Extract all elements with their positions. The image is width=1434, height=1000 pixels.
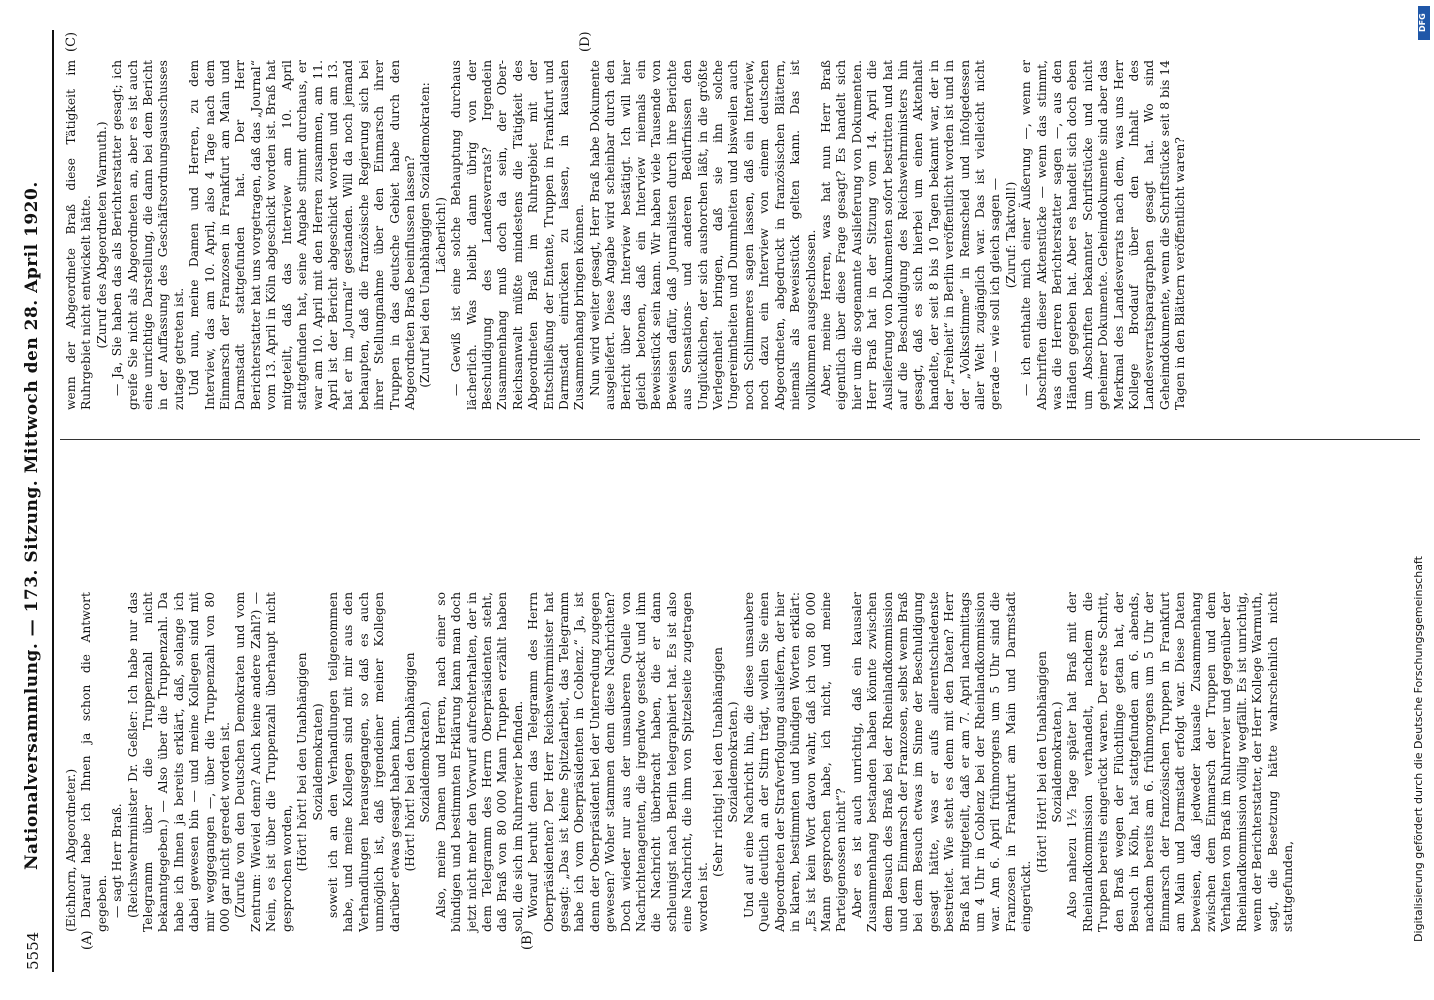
interjection: (Hört! hört! bei den Unabhängigen Sozialdemokraten.) bbox=[402, 652, 433, 872]
paragraph: — Ja, Sie haben das als Berichterstatter gesagt; ich greife Sie nicht als Abgeordneten an, aber es ist auch eine unrichtige Darstellung, die dann bei dem Bericht in der Auffassung des Geschäftsordnungsausschusses zutage getreten ist. bbox=[110, 60, 186, 410]
paragraph: Worauf beruht denn das Telegramm des Herrn Oberpräsidenten? Der Herr Reichswehrminister hat gesagt: „Das ist keine Spitzelarbeit, das Telegramm habe ich vom Oberpräsidenten in Coblenz.“ Ja, ist denn der Oberpräsident bei der Unterredung zugegen gewesen? Woher stammen denn diese Nachrichten? Doch wieder nur aus der unsauberen Quelle von Nachrichtenagenten, die irgendwo gesteckt und ihm die Nachricht überbracht haben, die er dann schleunigst nach Berlin telegraphiert hat. Es ist also eine Nachricht, die ihm von Spitzelseite zugetragen worden ist. bbox=[526, 592, 710, 932]
paragraph: Und auf eine Nachricht hin, die diese unsaubere Quelle deutlich an der Stirn trägt, wollen Sie einen Abgeordneten der Strafverfolgung ausliefern, der hier in klaren, bestimmten und bündigen Worten erklärt: „Es ist kein Wort davon wahr, daß ich von 80 000 Mann gesprochen habe, ich nicht, und meine Parteigenossen nicht“? bbox=[741, 592, 849, 932]
paragraph: — sagt Herr Braß. bbox=[110, 803, 125, 918]
speaker-line: (Eichhorn, Abgeordneter.) bbox=[64, 768, 78, 932]
paragraph: Nun wird weiter gesagt, Herr Braß habe Dokumente ausgeliefert. Diese Angabe wird scheinbar durch den Bericht über das Interview bestätigt. Ich will hier gleich betonen, daß ein Interview niemals ein Beweisstück sein kann. Wir haben viele Tausende von Beweisen dafür, daß Journalisten durch ihre Berichte aus Sensations- und anderen Bedürfnissen den Unglücklichen, der sich aushorchen läßt, in die größte Verlegenheit bringen, daß sie ihn solche Ungereimtheiten und Dummheiten und bisweilen auch noch Schlimmeres sagen lassen, daß ein Interview, noch dazu ein Interview von einem deutschen Abgeordneten, abgedruckt in französischen Blättern, niemals als Beweisstück gelten kann. Das ist vollkommen ausgeschlossen. bbox=[587, 60, 818, 410]
running-title: Nationalversammlung. — 173. Sitzung. Mittwoch den 28. April 1920. bbox=[22, 181, 42, 870]
interjection: (Hört! hört! bei den Unabhängigen Sozialdemokraten) bbox=[295, 652, 325, 872]
paragraph: Also nahezu 1½ Tage später hat Braß mit der Rheinlandkommission verhandelt, nachdem die Truppen bereits eingerückt waren. Der erste Schritt, den Braß wegen der Flüchtlinge getan hat, der Besuch in Köln, hat stattgefunden am 6. abends, nachdem bereits am 6. frühmorgens um 5 Uhr der Einmarsch der französischen Truppen in Frankfurt am Main und Darmstadt erfolgt war. Diese Daten beweisen, daß jedweder kausale Zusammenhang zwischen dem Einmarsch der Truppen und dem Verhalten von Braß im Ruhrrevier und gegenüber der Rheinlandkommission völlig wegfällt. Es ist unrichtig, wenn der Berichterstatter, der Herr Kollege Warmuth, sagt, die Besetzung hätte wahrscheinlich nicht stattgefunden, bbox=[1065, 592, 1296, 932]
interjection: (Zuruf bei den Unabhängigen Sozialdemokraten: Lächerlich!) bbox=[418, 82, 448, 388]
page-number: 5554 bbox=[24, 931, 42, 970]
paragraph: — ich enthalte mich einer Äußerung —, wenn er Abschriften dieser Aktenstücke — wenn das stimmt, was die Herren Berichterstatter sagen —, aus den Händen gegeben hat. Aber es handelt sich doch eben um Abschriften bekannter Schriftstücke und nicht geheimer Dokumente. Geheimdokumente sind aber das Merkmal des Landesverrats nach dem, was uns Herr Kollege Brodauf über den Inhalt des Landesverratsparagraphen gesagt hat. Wo sind Geheimdokumente, wenn die Schriftstücke seit 8 bis 14 Tagen in den Blättern veröffentlicht waren? bbox=[1019, 60, 1188, 410]
paragraph: (Reichswehrminister Dr. Geßler: Ich habe nur das Telegramm über die Truppenzahl nicht bekanntgegeben.) — Also über die Truppenzahl. Da habe ich Ihnen ja bereits erklärt, daß, solange ich dabei gewesen bin — und meine Kollegen sind mit mir weggegangen —, über die Truppenzahl von 80 000 gar nicht geredet worden ist. bbox=[125, 592, 233, 932]
paragraph: Aber es ist auch unrichtig, daß ein kausaler Zusammenhang bestanden haben könnte zwischen dem Besuch des Braß bei der Rheinlandkommission und dem Einmarsch der Franzosen, selbst wenn Braß bei dem Besuch etwas im Sinne der Beschuldigung gesagt hätte, was er aufs allerentschiedenste bestreitet. Wie steht es denn mit den Daten? Herr Braß hat mitgeteilt, daß er am 7. April nachmittags um 4 Uhr in Coblenz bei der Rheinlandkommission war. Am 6. April frühmorgens um 5 Uhr sind die Franzosen in Frankfurt am Main und Darmstadt eingerückt. bbox=[849, 592, 1034, 932]
page-header bbox=[16, 0, 50, 980]
funding-note: Digitalisierung gefördert durch die Deutsche Forschungsgemeinschaft bbox=[1412, 556, 1425, 942]
paragraph: Und nun, meine Damen und Herren, zu dem Interview, das am 10. April, also 4 Tage nach dem Einmarsch der Franzosen in Frankfurt am Main und Darmstadt stattgefunden hat. Der Herr Berichterstatter hat uns vorgetragen, daß das „Journal“ vom 13. April in Köln abgeschickt worden ist. Braß hat mitgeteilt, daß das Interview am 10. April stattgefunden hat, seine Angabe stimmt durchaus, er war am 10. April mit den Herren zusammen, am 11. April ist der Bericht abgeschickt worden und am 13. hat er im „Journal“ gestanden. Will da noch jemand behaupten, daß die französische Regierung sich bei ihrer Stellungnahme über den Einmarsch ihrer Truppen in das deutsche Gebiet habe durch den Abgeordneten Braß beeinflussen lassen? bbox=[187, 60, 417, 410]
column-left bbox=[64, 592, 1297, 932]
header-rule bbox=[52, 30, 54, 972]
paragraph: soweit ich an den Verhandlungen teilgenommen habe, und meine Kollegen sind mit mir aus den Verhandlungen herausgegangen, so daß es auch unmöglich ist, daß irgendeiner meiner Kollegen darüber etwas gesagt haben kann. bbox=[325, 592, 402, 932]
margin-marker-b: (B) bbox=[520, 930, 535, 950]
dfg-logo: DFG bbox=[1418, 6, 1430, 40]
margin-marker-a: (A) bbox=[80, 930, 95, 950]
interjection: (Zuruf: Taktvoll!) bbox=[1003, 181, 1018, 289]
interjection: (Sehr richtig! bei den Unabhängigen Sozialdemokraten.) bbox=[711, 647, 741, 877]
interjection: (Zuruf des Abgeordneten Warmuth.) bbox=[94, 121, 109, 349]
paragraph: (Zurufe von den Deutschen Demokraten und vom Zentrum: Wieviel denn? Auch keine andere Zahl?) — Nein, es ist über die Truppenzahl überhaupt nicht gesprochen worden, bbox=[233, 592, 294, 932]
digitization-sidebar bbox=[1406, 10, 1432, 990]
margin-marker-c: (C) bbox=[64, 31, 79, 52]
paragraph: Aber, meine Herren, was hat nun Herr Braß eigentlich über diese Frage gesagt? Es handelt sich hier um die sogenannte Auslieferung von Dokumenten. Herr Braß hat in der Sitzung vom 14. April die Auslieferung von Dokumenten sofort bestritten und hat auf die Beschuldigung des Reichswehrministers hin gesagt, daß es sich hierbei um einen Aktenhalt handelte, der seit 8 bis 10 Tagen bekannt war, der in der „Freiheit“ in Berlin veröffentlicht worden ist und in der „Volksstimme“ in Remscheid und infolgedessen aller Welt zugänglich war. Das ist vielleicht nicht gerade — wie soll ich gleich sagen — bbox=[818, 60, 1003, 410]
paragraph: Darauf habe ich Ihnen ja schon die Antwort gegeben. bbox=[79, 592, 109, 932]
column-right bbox=[64, 60, 1189, 410]
column-divider bbox=[60, 439, 1420, 440]
paragraph: — Gewiß ist eine solche Behauptung durchaus lächerlich. Was bleibt dann übrig von der Beschuldigung des Landesverrats? Irgendein Zusammenhang muß doch da sein, der Ober-Reichsanwalt müßte mindestens die Tätigkeit des Abgeordneten Braß im Ruhrgebiet mit der Entschließung der Entente, Truppen in Frankfurt und Darmstadt einrücken zu lassen, in kausalen Zusammenhang bringen können. bbox=[449, 60, 587, 410]
interjection: (Hört! Hört! bei den Unabhängigen Sozialdemokraten.) bbox=[1034, 651, 1064, 873]
margin-marker-d: (D) bbox=[578, 31, 593, 52]
paragraph: wenn der Abgeordnete Braß diese Tätigkeit im Ruhrgebiet nicht entwickelt hätte. bbox=[64, 60, 94, 410]
paragraph: Also, meine Damen und Herren, nach einer so bündigen und bestimmten Erklärung kann man doch jetzt nicht mehr den Vorwurf aufrechterhalten, der in dem Telegramm des Herrn Oberpräsidenten steht, daß Braß von 80 000 Mann Truppen erzählt haben soll, die sich im Ruhrrevier befinden. bbox=[433, 592, 525, 932]
